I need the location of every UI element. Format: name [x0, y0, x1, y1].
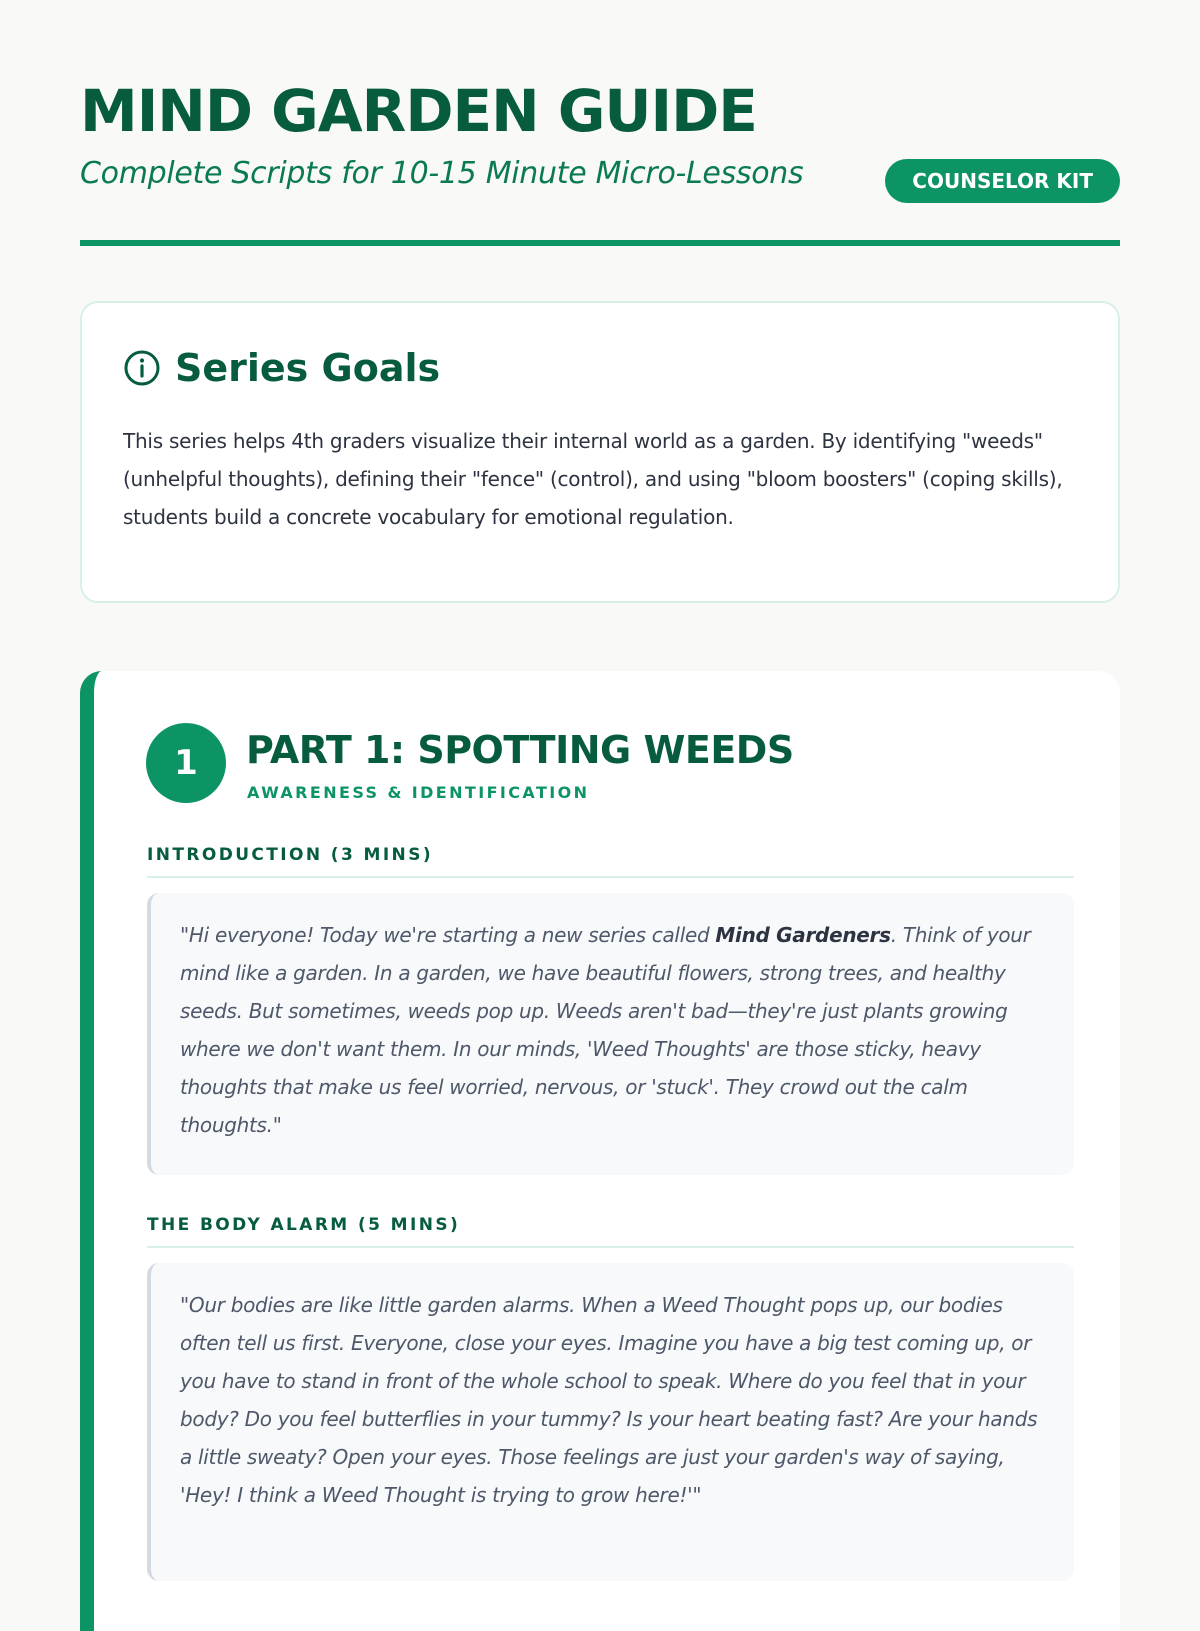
script-text-part: . Think of your mind like a garden. In a garden, we have beautiful flowers, strong trees, and healthy seeds. But sometimes, weeds pop up. Weeds aren't bad—they're just plants growing where we don't want them. In our minds, 'Weed Thoughts' are those sticky, heavy thoughts that make us feel worried, nervous, or 'stuck'. They crowd out the calm thoughts."	[180, 923, 1031, 1137]
part-number-badge: 1	[146, 723, 226, 803]
series-goals-card	[80, 301, 1120, 603]
counselor-kit-badge: COUNSELOR KIT	[885, 159, 1120, 203]
part-title: PART 1: SPOTTING WEEDS	[246, 728, 794, 772]
script-box-introduction	[147, 893, 1074, 1175]
part-subtitle: AWARENESS & IDENTIFICATION	[247, 783, 590, 802]
script-text-part: "Hi everyone! Today we're starting a new series called	[180, 923, 716, 947]
series-goals-heading	[123, 343, 440, 393]
series-goals-title: Series Goals	[175, 346, 441, 390]
series-name-emphasis: Mind Gardeners	[715, 923, 891, 947]
script-text-body-alarm: "Our bodies are like little garden alarms. When a Weed Thought pops up, our bodies often tell us first. Everyone, close your eyes. Imagine you have a big test coming up, or you have to stand in front of the whole school to speak. Where do you feel that in your body? Do you feel butterflies in your tummy? Is your heart beating fast? Are your hands a little sweaty? Open your eyes. Those feelings are just your garden's way of saying, 'Hey! I think a Weed Thought is trying to grow here!'"	[180, 1293, 1038, 1507]
part-1-card	[80, 671, 1120, 1631]
page-subtitle: Complete Scripts for 10-15 Minute Micro-Lessons	[80, 156, 804, 191]
guide-page	[80, 0, 1120, 1600]
header-divider	[80, 240, 1120, 246]
section-label-introduction: INTRODUCTION (3 MINS)	[147, 842, 1074, 878]
section-label-body-alarm: THE BODY ALARM (5 MINS)	[147, 1212, 1074, 1248]
script-text-introduction	[180, 916, 1046, 1144]
series-goals-text: This series helps 4th graders visualize their internal world as a garden. By identifying "weeds" (unhelpful thoughts), defining their "fence" (control), and using "bloom boosters" (coping skills), students build a concrete vocabulary for emotional regulation.	[123, 429, 1063, 529]
script-box-body-alarm	[147, 1263, 1074, 1581]
page-title: MIND GARDEN GUIDE	[80, 77, 757, 145]
info-icon	[123, 349, 161, 387]
